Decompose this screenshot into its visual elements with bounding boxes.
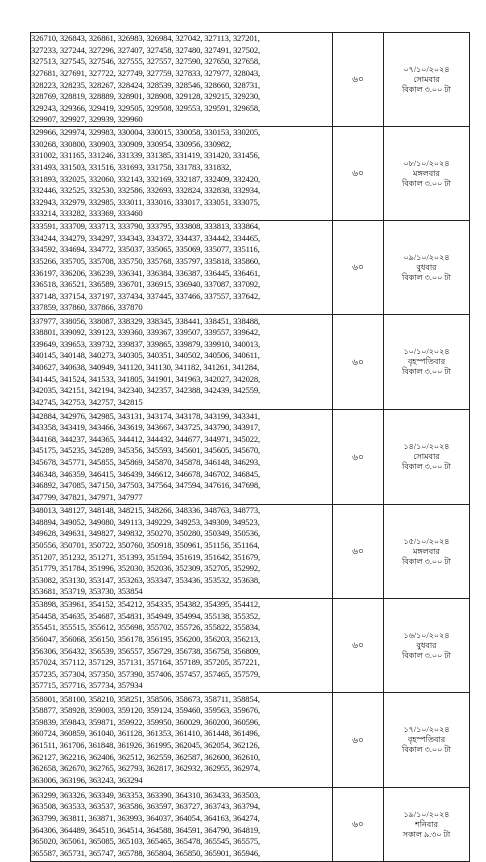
roll-number-line: 336197, 336206, 336239, 336341, 336384, 336387, 336445, 336461, [31, 267, 261, 278]
roll-number-line: 331893, 332025, 332060, 332143, 332169, 332187, 332409, 332420, [31, 173, 261, 184]
roll-number-line: 360724, 360859, 361040, 361128, 361353, 361410, 361448, 361496, [31, 728, 260, 739]
roll-number-line: 354458, 354635, 354687, 354831, 354949, 354994, 355138, 355352, [31, 610, 261, 621]
schedule-cell [384, 505, 470, 599]
roll-number-line: 330268, 330800, 330903, 330909, 330954, 330956, 330982, [31, 138, 232, 149]
roll-number-line: 328223, 328235, 328267, 328424, 328539, 328546, 328660, 328731, [31, 79, 261, 90]
schedule-cell [384, 315, 470, 410]
exam-day: সোমবার [413, 74, 440, 84]
schedule-rows [31, 33, 470, 862]
exam-time: বিকাল ৩.০০ টা [402, 272, 451, 282]
roll-number-line: 343358, 343419, 343466, 343619, 343667, 343725, 343790, 343917, [31, 422, 261, 433]
roll-number-line: 348013, 348127, 348148, 348215, 348266, 348336, 348763, 348773, [31, 505, 261, 516]
roll-number-line: 327233, 327244, 327296, 327407, 327458, 327480, 327491, 327502, [31, 44, 261, 55]
schedule-cell [384, 33, 470, 127]
schedule-cell [384, 693, 470, 788]
schedule-row [31, 221, 470, 315]
roll-numbers-cell [31, 127, 333, 221]
roll-number-line: 334244, 334279, 334297, 334343, 334372, 334437, 334442, 334465, [31, 232, 261, 243]
exam-date: ১০/১০/২০২৪ [403, 347, 450, 356]
roll-numbers-cell [31, 505, 333, 599]
roll-number-line: 361511, 361706, 361848, 361926, 361995, 362045, 362054, 362126, [31, 740, 260, 750]
roll-number-line: 351779, 351784, 351996, 352030, 352036, 352309, 352705, 352992, [31, 563, 261, 574]
exam-date: ০৯/১০/২০২৪ [403, 252, 450, 262]
roll-number-line: 328769, 328819, 328889, 328901, 328908, 329128, 329215, 329230, [31, 91, 261, 102]
candidate-count: ৬০ [333, 410, 384, 505]
roll-number-line: 359839, 359843, 359871, 359922, 359950, 360029, 360200, 360596, [31, 716, 261, 727]
roll-number-line: 329966, 329974, 329983, 330004, 330015, 330058, 330153, 330205, [31, 127, 261, 138]
roll-number-line: 339649, 339653, 339732, 339837, 339865, 339879, 339910, 340013, [31, 338, 261, 349]
roll-number-line: 337859, 337860, 337866, 337870 [31, 302, 143, 313]
roll-number-line: 356047, 356068, 356150, 356178, 356195, 356200, 356203, 356213, [31, 633, 261, 644]
roll-number-line: 341445, 341524, 341533, 341805, 341901, 341963, 342027, 342028, [31, 373, 261, 384]
exam-time: বিকাল ৩.০০ টা [402, 650, 451, 660]
roll-number-line: 347799, 347821, 347971, 347977 [31, 491, 143, 502]
roll-number-line: 349628, 349631, 349827, 349832, 350270, 350280, 350349, 350536, [31, 528, 261, 539]
schedule-row [31, 788, 470, 862]
exam-day: মঙ্গলবার [413, 168, 440, 178]
roll-number-line: 331493, 331503, 331516, 331693, 331758, 331783, 331832, [31, 161, 232, 172]
exam-date: ১৯/১০/২০২৪ [403, 809, 450, 819]
roll-numbers-cell [31, 788, 333, 862]
schedule-cell [384, 599, 470, 693]
roll-number-line: 357715, 357716, 357734, 357934 [31, 680, 143, 691]
roll-number-line: 346892, 347085, 347150, 347503, 347564, 347594, 347616, 347698, [31, 480, 261, 491]
exam-day: বৃহস্পতিবার [407, 735, 446, 744]
roll-number-line: 363299, 363326, 363349, 363353, 363390, 364310, 363433, 363503, [31, 789, 261, 800]
roll-number-line: 335266, 335705, 335708, 335750, 335768, 335797, 335818, 335860, [31, 255, 261, 266]
exam-date: ১৪/১০/২০২৪ [403, 442, 450, 451]
schedule-row [31, 599, 470, 693]
roll-number-line: 334592, 334694, 334772, 335037, 335065, 335069, 335077, 335116, [31, 244, 260, 255]
roll-number-line: 353898, 353961, 354152, 354212, 354335, 354382, 354395, 354412, [31, 599, 261, 610]
roll-number-line: 362127, 362216, 362406, 362512, 362559, 362587, 362600, 362610, [31, 751, 261, 762]
roll-number-line: 362658, 362670, 362765, 362793, 362817, 362932, 362955, 362974, [31, 763, 261, 774]
roll-number-line: 345175, 345235, 345289, 345356, 345593, 345601, 345605, 345670, [31, 445, 261, 456]
roll-number-line: 365587, 365731, 365747, 365788, 365804, 365850, 365901, 365946, [31, 847, 261, 858]
candidate-count: ৬০ [333, 315, 384, 410]
candidate-count: ৬০ [333, 788, 384, 862]
roll-number-line: 342884, 342976, 342985, 343131, 343174, 343178, 343199, 343341, [31, 410, 261, 421]
schedule-cell [384, 221, 470, 315]
roll-numbers-cell [31, 410, 333, 505]
roll-numbers-cell [31, 33, 333, 127]
exam-day: বৃহস্পতিবার [407, 357, 446, 366]
roll-number-line: 358877, 358928, 359003, 359120, 359124, 359460, 359563, 359676, [31, 705, 261, 716]
exam-date: ১৬/১০/২০২৪ [403, 630, 450, 640]
roll-number-line: 357235, 357304, 357350, 357390, 357406, 357457, 357465, 357579, [31, 668, 261, 679]
exam-time: বিকাল ৩.০০ টা [402, 556, 451, 566]
roll-number-line: 351207, 351232, 351271, 351393, 351594, 351619, 351642, 351679, [31, 551, 261, 562]
roll-number-line: 342745, 342753, 342757, 342815 [31, 396, 143, 407]
exam-date: ০৭/১০/২০২৪ [403, 64, 450, 74]
roll-number-line: 358001, 358100, 358210, 358251, 358506, 358673, 358711, 358854, [31, 693, 260, 704]
roll-numbers-cell [31, 599, 333, 693]
schedule-cell [384, 788, 470, 862]
exam-date: ১৭/১০/২০২৪ [403, 725, 450, 734]
candidate-count: ৬০ [333, 693, 384, 788]
roll-number-line: 337977, 338056, 338087, 338329, 338345, 338441, 338451, 338488, [31, 315, 261, 326]
roll-numbers-cell [31, 221, 333, 315]
roll-number-line: 356306, 356432, 356539, 356557, 356729, 356738, 356758, 356809, [31, 645, 261, 656]
exam-time: বিকাল ৩.০০ টা [402, 367, 451, 376]
roll-number-line: 353082, 353130, 353147, 353263, 353347, 353436, 353532, 353638, [31, 574, 261, 585]
roll-number-line: 357024, 357112, 357129, 357131, 357164, 357189, 357205, 357221, [31, 657, 260, 668]
roll-numbers-cell [31, 693, 333, 788]
roll-number-line: 342035, 342151, 342194, 342340, 342357, 342388, 342439, 342559, [31, 385, 261, 396]
schedule-row [31, 505, 470, 599]
schedule-cell [384, 410, 470, 505]
roll-number-line: 327513, 327545, 327546, 327555, 327557, 327590, 327650, 327658, [31, 56, 261, 67]
schedule-row [31, 693, 470, 788]
candidate-count: ৬০ [333, 599, 384, 693]
roll-number-line: 329907, 329927, 329939, 329960 [31, 114, 143, 125]
roll-number-line: 337148, 337154, 337197, 337434, 337445, 337466, 337557, 337642, [31, 290, 261, 301]
roll-number-line: 340145, 340148, 340273, 340305, 340351, 340502, 340506, 340611, [31, 350, 260, 361]
roll-number-line: 333214, 333282, 333369, 333460 [31, 208, 143, 219]
roll-number-line: 365020, 365061, 365085, 365103, 365465, 365478, 365545, 365575, [31, 836, 261, 847]
roll-number-line: 346348, 346359, 346415, 346439, 346612, 346678, 346702, 346845, [31, 468, 261, 479]
roll-number-line: 344168, 344237, 344365, 344412, 344432, 344677, 344971, 345022, [31, 433, 261, 444]
schedule-row [31, 33, 470, 127]
exam-time: বিকাল ৩.০০ টা [402, 745, 451, 754]
exam-day: সোমবার [413, 452, 440, 461]
roll-number-line: 331002, 331165, 331246, 331339, 331385, 331419, 331420, 331456, [31, 150, 260, 161]
candidate-count: ৬০ [333, 127, 384, 221]
roll-number-line: 363799, 363811, 363871, 363993, 364037, 364054, 364163, 364274, [31, 812, 260, 823]
roll-number-line: 332943, 332979, 332985, 333011, 333016, 333017, 333051, 333075, [31, 196, 260, 207]
roll-number-line: 355451, 355515, 355612, 355698, 355702, 355726, 355822, 355834, [31, 622, 261, 633]
candidate-count: ৬০ [333, 505, 384, 599]
schedule-row [31, 315, 470, 410]
candidate-count: ৬০ [333, 221, 384, 315]
roll-number-line: 336518, 336521, 336589, 336701, 336915, 336940, 337087, 337092, [31, 279, 261, 290]
roll-number-line: 348894, 349052, 349080, 349113, 349229, 349253, 349309, 349523, [31, 516, 260, 527]
exam-time: বিকাল ৩.০০ টা [402, 178, 451, 188]
exam-day: বুধবার [416, 640, 437, 650]
roll-number-line: 363006, 363196, 363243, 363294 [31, 774, 143, 785]
roll-number-line: 345678, 345771, 345855, 345869, 345870, 345878, 346148, 346293, [31, 457, 261, 467]
roll-number-line: 363508, 363533, 363537, 363586, 363597, 363727, 363743, 363794, [31, 801, 261, 812]
roll-number-line: 340627, 340638, 340949, 341120, 341130, 341182, 341261, 341284, [31, 362, 260, 372]
roll-number-line: 332446, 332525, 332530, 332586, 332693, 332824, 332838, 332934, [31, 185, 261, 196]
roll-numbers-cell [31, 315, 333, 410]
schedule-cell [384, 127, 470, 221]
exam-time: বিকাল ৩.০০ টা [402, 462, 451, 471]
roll-number-line: 329243, 329366, 329419, 329505, 329508, 329553, 329591, 329658, [31, 102, 261, 113]
roll-number-line: 350556, 350701, 350722, 350760, 350918, 350961, 351156, 351164, [31, 539, 260, 550]
schedule-table [30, 32, 470, 862]
roll-number-line: 326710, 326843, 326861, 326983, 326984, 327042, 327113, 327201, [31, 33, 260, 44]
exam-day: বুধবার [416, 262, 437, 272]
schedule-row [31, 127, 470, 221]
exam-date: ০৮/১০/২০২৪ [403, 158, 450, 168]
exam-time: সকাল ৯.৩০ টা [402, 829, 451, 839]
roll-number-line: 364306, 364489, 364510, 364514, 364588, 364591, 364790, 364819, [31, 824, 261, 835]
exam-day: মঙ্গলবার [413, 546, 440, 556]
roll-number-line: 327681, 327691, 327722, 327749, 327759, 327833, 327977, 328043, [31, 67, 261, 78]
roll-number-line: 353681, 353719, 353730, 353854 [31, 586, 143, 597]
schedule-row [31, 410, 470, 505]
exam-time: বিকাল ৩.০০ টা [402, 84, 451, 94]
candidate-count: ৬০ [333, 33, 384, 127]
exam-date: ১৫/১০/২০২৪ [403, 536, 450, 546]
exam-day: শনিবার [415, 819, 438, 829]
roll-number-line: 333591, 333709, 333713, 333790, 333795, 333808, 333813, 333864, [31, 221, 261, 232]
roll-number-line: 338801, 339092, 339123, 339360, 339367, 339507, 339557, 339642, [31, 327, 261, 338]
